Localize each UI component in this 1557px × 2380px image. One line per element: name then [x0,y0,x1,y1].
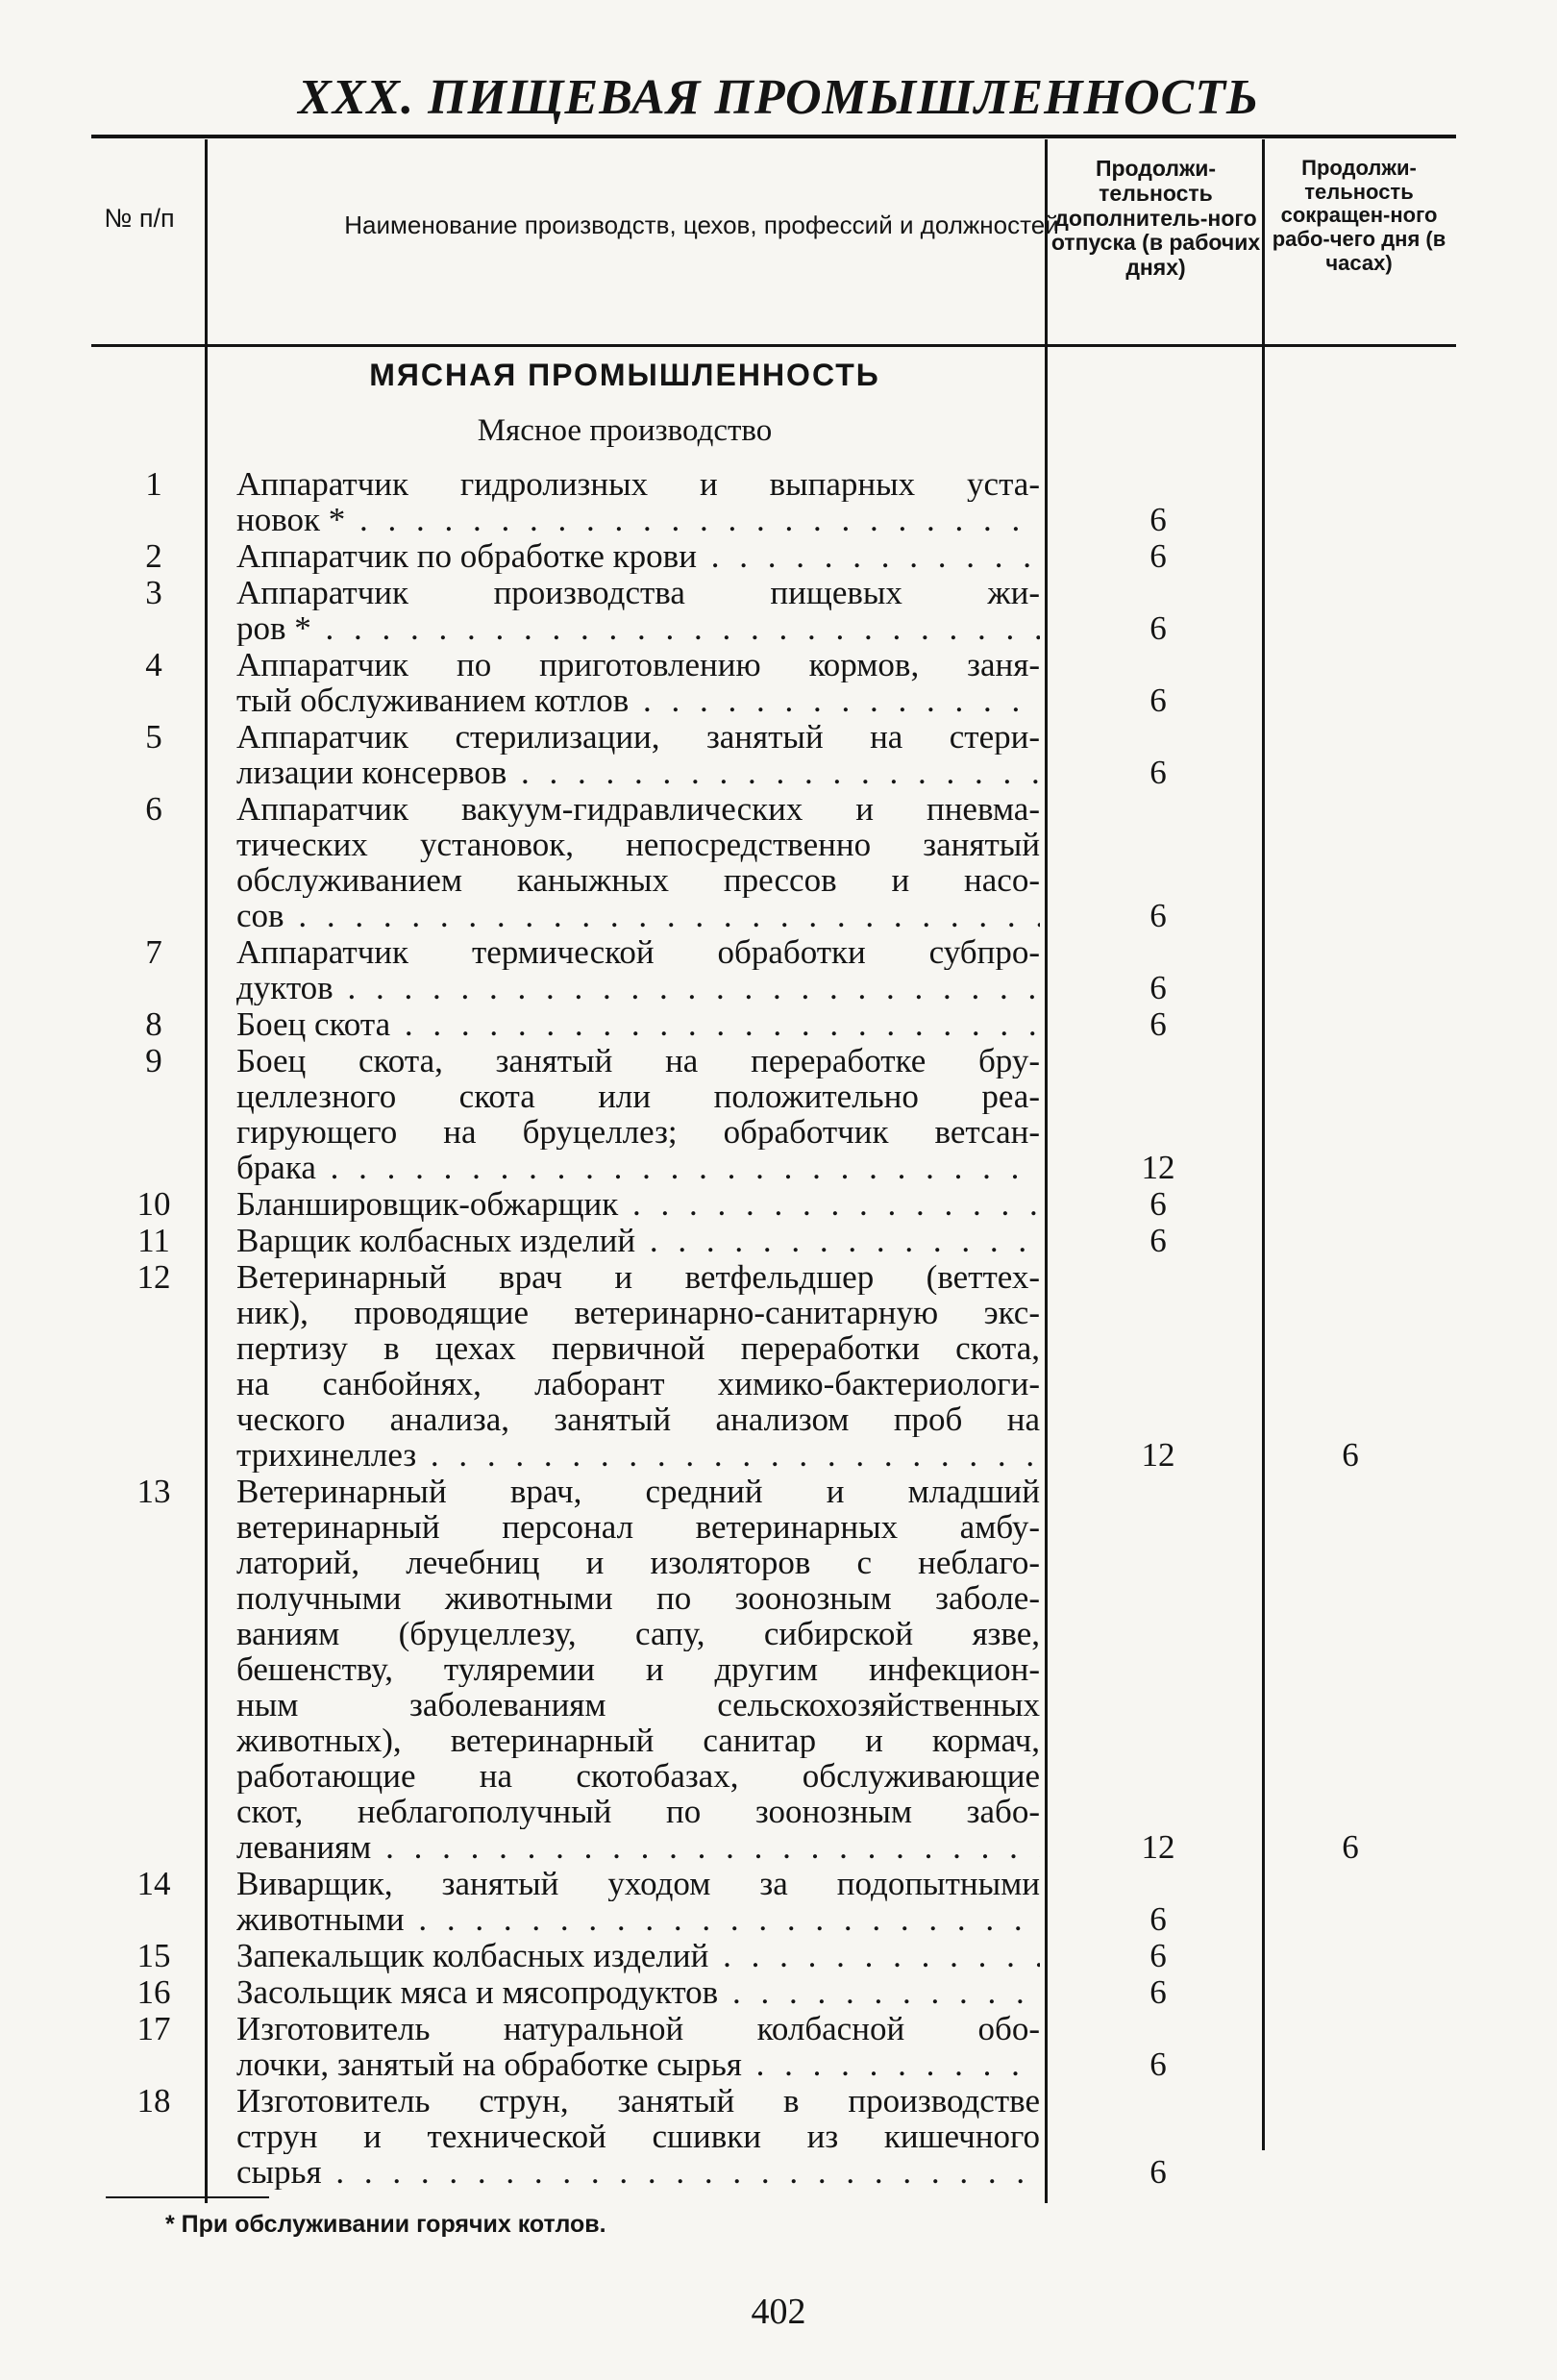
row-name-line: Виварщик, занятый уходом за подопытными [236,1866,1040,1901]
row-name [236,791,1040,933]
row-number: 16 [136,1973,171,2011]
row-number: 4 [145,646,162,683]
row-name [236,1186,1040,1222]
row-name [236,934,1040,1005]
row-name-line: Аппаратчик стерилизации, занятый на стери- [236,719,1040,755]
row-name-line: Изготовитель струн, занятый в производстве [236,2083,1040,2119]
row-name-line: обслуживанием каныжных прессов и насо- [236,862,1040,898]
row-name-line: сырья . . . [236,2154,1040,2190]
row-name-line: тый обслуживанием котлов . . . [236,682,1040,718]
row-name-line: лочки, занятый на обработке сырья . . . [236,2046,1040,2082]
row-name-line: Ветеринарный врач и ветфельдшер (веттех- [236,1259,1040,1295]
row-name-line: новок * . . . [236,502,1040,537]
row-leave-days: 6 [1149,537,1167,575]
row-name-line: Аппаратчик вакуум-гидравлических и пневма- [236,791,1040,827]
row-name-line: леваниям . . . [236,1829,1040,1865]
row-name-line: пертизу в цехах первичной переработки скота, [236,1330,1040,1366]
page-number: 402 [751,2292,806,2332]
row-name-line: ник), проводящие ветеринарно-санитарную экс- [236,1295,1040,1330]
row-name [236,1259,1040,1473]
row-number: 7 [145,933,162,971]
row-name-line: ветеринарный персонал ветеринарных амбу- [236,1509,1040,1545]
row-name-line: тических установок, непосредственно занятый [236,827,1040,862]
row-name-line: Ветеринарный врач, средний и младший [236,1474,1040,1509]
row-name [236,1474,1040,1865]
column-header-name: Наименование производств, цехов, профессий и должностей [344,211,1059,239]
row-name-line: ров * . . . [236,610,1040,646]
row-name [236,1223,1040,1258]
row-leave-days: 6 [1149,1973,1167,2011]
row-name-line: струн и технической сшивки из кишечного [236,2119,1040,2154]
row-leave-days: 6 [1149,609,1167,647]
row-name [236,647,1040,718]
row-name-line: Изготовитель натуральной колбасной обо- [236,2011,1040,2046]
column-header-number: № п/п [104,204,175,233]
row-name-line: скот, неблагополучный по зоонозным забо- [236,1794,1040,1829]
row-leave-days: 12 [1141,1436,1175,1474]
row-workday-hours: 6 [1342,1436,1359,1474]
row-number: 12 [136,1258,171,1296]
row-workday-hours: 6 [1342,1828,1359,1866]
row-name [236,2083,1040,2190]
row-name-line: Аппаратчик термической обработки субпро- [236,934,1040,970]
row-name-line: Боец скота . . . [236,1006,1040,1042]
row-leave-days: 6 [1149,1900,1167,1938]
row-name-line: дуктов . . . [236,970,1040,1005]
row-leave-days: 6 [1149,1185,1167,1223]
row-number: 11 [137,1222,170,1259]
row-name-line: латорий, лечебниц и изоляторов с неблаго- [236,1545,1040,1580]
row-name-line: Аппаратчик производства пищевых жи- [236,575,1040,610]
row-number: 8 [145,1005,162,1043]
row-name-line: работающие на скотобазах, обслуживающие [236,1758,1040,1794]
header-bottom-rule [91,344,1456,347]
row-number: 5 [145,718,162,756]
row-name-line: Засольщик мяса и мясопродуктов . . . [236,1974,1040,2010]
row-name-line: Бланшировщик-обжарщик . . . [236,1186,1040,1222]
row-name [236,538,1040,574]
row-name [236,575,1040,646]
row-name-line: Боец скота, занятый на переработке бру- [236,1043,1040,1078]
subsection-heading: Мясное производство [477,413,773,448]
row-name-line: Аппаратчик гидролизных и выпарных уста- [236,466,1040,502]
table-top-rule [91,135,1456,138]
row-name-line: Аппаратчик по обработке крови . . . [236,538,1040,574]
row-leave-days: 6 [1149,1937,1167,1974]
row-name [236,1938,1040,1973]
divider-leave-day [1262,139,1265,2150]
section-heading: МЯСНАЯ ПРОМЫШЛЕННОСТЬ [369,358,880,392]
row-name-line: сов . . . [236,898,1040,933]
row-number: 9 [145,1042,162,1079]
column-header-workday: Продолжи-тельность сокращен-ного рабо-чего дня (в часах) [1272,156,1446,275]
row-number: 2 [145,537,162,575]
row-name-line: гирующего на бруцеллез; обработчик ветсан- [236,1114,1040,1150]
footnote: * При обслуживании горячих котлов. [165,2211,606,2238]
row-name [236,719,1040,790]
row-number: 13 [136,1473,171,1510]
row-number: 14 [136,1865,171,1902]
row-leave-days: 6 [1149,754,1167,791]
row-name-line: целлезного скота или положительно реа- [236,1078,1040,1114]
row-name-line: на санбойнях, лаборант химико-бактериологи- [236,1366,1040,1401]
row-number: 15 [136,1937,171,1974]
row-leave-days: 6 [1149,1005,1167,1043]
row-name-line: Запекальщик колбасных изделий . . . [236,1938,1040,1973]
row-number: 10 [136,1185,171,1223]
row-number: 3 [145,574,162,611]
row-name-line: ческого анализа, занятый анализом проб на [236,1401,1040,1437]
row-name-line: ваниям (бруцеллезу, сапу, сибирской язве, [236,1616,1040,1651]
row-name-line: животными . . . [236,1901,1040,1937]
row-name [236,1006,1040,1042]
row-name [236,1866,1040,1937]
divider-name-leave [1045,139,1048,2203]
footnote-rule [106,2196,269,2198]
row-name-line: ным заболеваниям сельскохозяйственных [236,1687,1040,1723]
row-name [236,1043,1040,1185]
row-leave-days: 6 [1149,682,1167,719]
row-leave-days: 6 [1149,897,1167,934]
row-leave-days: 6 [1149,501,1167,538]
row-name [236,466,1040,537]
row-number: 17 [136,2010,171,2047]
row-number: 18 [136,2082,171,2120]
row-number: 1 [145,465,162,503]
row-name [236,1974,1040,2010]
row-name [236,2011,1040,2082]
column-header-leave: Продолжи-тельность дополнитель-ного отпуска (в рабочих днях) [1050,156,1261,280]
row-leave-days: 12 [1141,1828,1175,1866]
row-name-line: получными животными по зоонозным заболе- [236,1580,1040,1616]
row-name-line: Варщик колбасных изделий . . . [236,1223,1040,1258]
row-leave-days: 6 [1149,1222,1167,1259]
row-name-line: животных), ветеринарный санитар и кормач, [236,1723,1040,1758]
row-name-line: лизации консервов . . . [236,755,1040,790]
divider-num-name [205,139,208,2203]
row-name-line: трихинеллез . . . [236,1437,1040,1473]
row-number: 6 [145,790,162,828]
row-leave-days: 6 [1149,969,1167,1006]
row-name-line: Аппаратчик по приготовлению кормов, заня- [236,647,1040,682]
row-name-line: бешенству, туляремии и другим инфекцион- [236,1651,1040,1687]
row-name-line: брака . . . [236,1150,1040,1185]
row-leave-days: 12 [1141,1149,1175,1186]
row-leave-days: 6 [1149,2153,1167,2191]
row-leave-days: 6 [1149,2045,1167,2083]
page-title: XXX. ПИЩЕВАЯ ПРОМЫШЛЕННОСТЬ [298,70,1259,125]
